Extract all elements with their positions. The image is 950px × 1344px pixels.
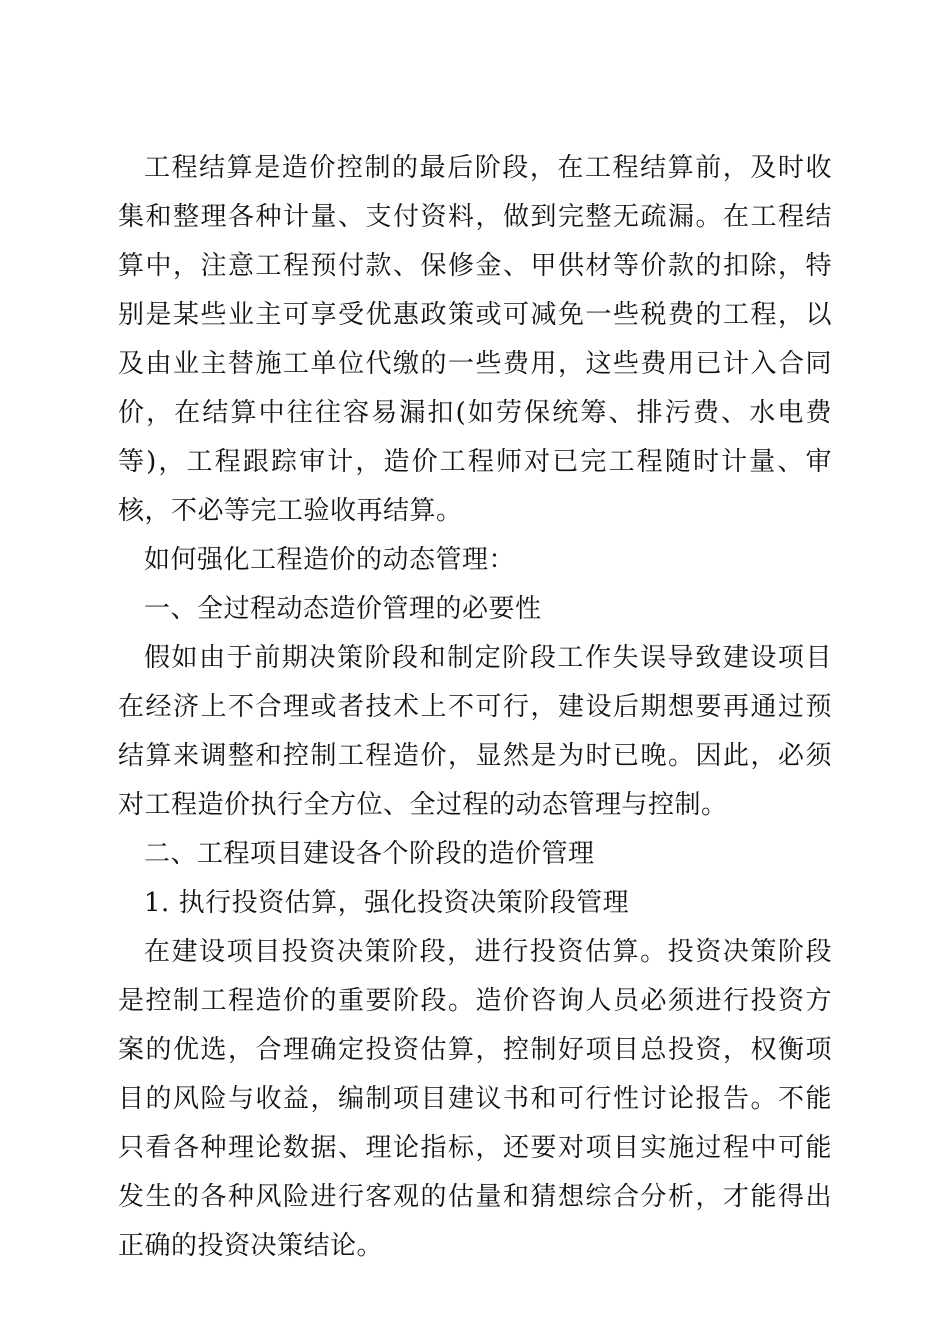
paragraph-intro-question: 如何强化工程造价的动态管理： <box>144 545 516 575</box>
paragraph-investment-decision: 在建设项目投资决策阶段，进行投资估算。投资决策阶段是控制工程造价的重要阶段。造价咨询人员必须进行投资方案的优选，合理确定投资估算，控制好项目总投资，权衡项目的风险与收益，编制项目建议书和可行性讨论报告。不能只看各种理论数据、理论指标，还要对项目实施过程中可能发生的各种风险进行客观的估量和猜想综合分析，才能得出正确的投资决策结论。 <box>118 937 832 1261</box>
section-heading-2: 二、工程项目建设各个阶段的造价管理 <box>144 839 595 869</box>
paragraph-necessity: 假如由于前期决策阶段和制定阶段工作失误导致建设项目在经济上不合理或者技术上不可行，建设后期想要再通过预结算来调整和控制工程造价，显然是为时已晚。因此，必须对工程造价执行全方位、全过程的动态管理与控制。 <box>118 643 832 820</box>
section-heading-1: 一、全过程动态造价管理的必要性 <box>144 594 542 624</box>
subsection-heading-1: 1. 执行投资估算，强化投资决策阶段管理 <box>144 888 630 918</box>
paragraph-settlement: 工程结算是造价控制的最后阶段，在工程结算前，及时收集和整理各种计量、支付资料，做到完整无疏漏。在工程结算中，注意工程预付款、保修金、甲供材等价款的扣除，特别是某些业主可享受优惠政策或可减免一些税费的工程，以及由业主替施工单位代缴的一些费用，这些费用已计入合同价，在结算中往往容易漏扣(如劳保统筹、排污费、水电费等)，工程跟踪审计，造价工程师对已完工程随时计量、审核，不必等完工验收再结算。 <box>118 153 832 526</box>
document-body <box>118 144 832 1271</box>
